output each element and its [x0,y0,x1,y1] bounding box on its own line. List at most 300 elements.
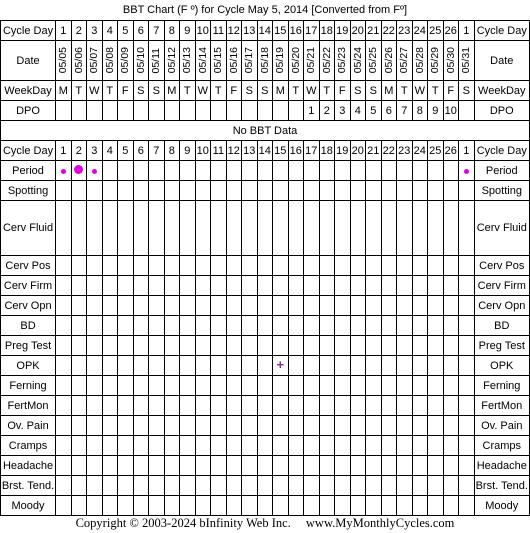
cerv-firm-cell[interactable] [180,276,196,296]
cerv-firm-cell[interactable] [319,276,335,296]
fertmon-cell[interactable] [335,396,351,416]
site-link[interactable]: www.MyMonthlyCycles.com [305,516,455,530]
cerv-firm-cell[interactable] [381,276,397,296]
cerv-fluid-cell[interactable] [149,201,165,256]
cerv-fluid-cell[interactable] [102,201,118,256]
period-cell[interactable] [118,161,134,181]
bd-cell[interactable] [366,316,382,336]
cramps-cell[interactable] [242,436,258,456]
opk-cell[interactable] [118,356,134,376]
cerv-pos-cell[interactable] [304,256,320,276]
period-cell[interactable] [412,161,428,181]
headache-cell[interactable] [428,456,444,476]
cramps-cell[interactable] [164,436,180,456]
opk-cell[interactable] [443,356,459,376]
brst-tend-cell[interactable] [180,476,196,496]
cerv-pos-cell[interactable] [381,256,397,276]
ov-pain-cell[interactable] [443,416,459,436]
preg-test-cell[interactable] [273,336,289,356]
spotting-cell[interactable] [459,181,475,201]
period-cell[interactable] [149,161,165,181]
bd-cell[interactable] [397,316,413,336]
ov-pain-cell[interactable] [164,416,180,436]
ferning-cell[interactable] [87,376,103,396]
cramps-cell[interactable] [133,436,149,456]
fertmon-cell[interactable] [195,396,211,416]
period-cell[interactable] [87,161,103,181]
headache-cell[interactable] [288,456,304,476]
cerv-pos-cell[interactable] [87,256,103,276]
preg-test-cell[interactable] [133,336,149,356]
brst-tend-cell[interactable] [412,476,428,496]
preg-test-cell[interactable] [118,336,134,356]
cerv-opn-cell[interactable] [118,296,134,316]
headache-cell[interactable] [164,456,180,476]
ferning-cell[interactable] [118,376,134,396]
headache-cell[interactable] [459,456,475,476]
headache-cell[interactable] [87,456,103,476]
cramps-cell[interactable] [350,436,366,456]
bd-cell[interactable] [71,316,87,336]
fertmon-cell[interactable] [226,396,242,416]
period-cell[interactable] [56,161,72,181]
ferning-cell[interactable] [180,376,196,396]
spotting-cell[interactable] [133,181,149,201]
cerv-firm-cell[interactable] [397,276,413,296]
opk-cell[interactable] [459,356,475,376]
fertmon-cell[interactable] [428,396,444,416]
cerv-pos-cell[interactable] [118,256,134,276]
bd-cell[interactable] [226,316,242,336]
opk-cell[interactable] [164,356,180,376]
headache-cell[interactable] [366,456,382,476]
cramps-cell[interactable] [304,436,320,456]
spotting-cell[interactable] [381,181,397,201]
headache-cell[interactable] [133,456,149,476]
cramps-cell[interactable] [71,436,87,456]
brst-tend-cell[interactable] [87,476,103,496]
cerv-pos-cell[interactable] [242,256,258,276]
spotting-cell[interactable] [71,181,87,201]
period-cell[interactable] [397,161,413,181]
opk-cell[interactable] [350,356,366,376]
fertmon-cell[interactable] [133,396,149,416]
cramps-cell[interactable] [257,436,273,456]
period-cell[interactable] [335,161,351,181]
headache-cell[interactable] [257,456,273,476]
cerv-opn-cell[interactable] [180,296,196,316]
fertmon-cell[interactable] [56,396,72,416]
preg-test-cell[interactable] [180,336,196,356]
period-cell[interactable] [180,161,196,181]
cerv-pos-cell[interactable] [164,256,180,276]
cramps-cell[interactable] [443,436,459,456]
brst-tend-cell[interactable] [288,476,304,496]
brst-tend-cell[interactable] [319,476,335,496]
cerv-pos-cell[interactable] [319,256,335,276]
spotting-cell[interactable] [350,181,366,201]
brst-tend-cell[interactable] [211,476,227,496]
bd-cell[interactable] [164,316,180,336]
cerv-opn-cell[interactable] [288,296,304,316]
fertmon-cell[interactable] [443,396,459,416]
cerv-opn-cell[interactable] [133,296,149,316]
bd-cell[interactable] [118,316,134,336]
ov-pain-cell[interactable] [381,416,397,436]
cerv-firm-cell[interactable] [133,276,149,296]
period-cell[interactable] [164,161,180,181]
headache-cell[interactable] [242,456,258,476]
cerv-firm-cell[interactable] [335,276,351,296]
cerv-fluid-cell[interactable] [211,201,227,256]
cerv-firm-cell[interactable] [102,276,118,296]
cerv-opn-cell[interactable] [56,296,72,316]
cerv-pos-cell[interactable] [288,256,304,276]
preg-test-cell[interactable] [149,336,165,356]
ov-pain-cell[interactable] [118,416,134,436]
ferning-cell[interactable] [412,376,428,396]
spotting-cell[interactable] [257,181,273,201]
ferning-cell[interactable] [381,376,397,396]
bd-cell[interactable] [319,316,335,336]
bd-cell[interactable] [133,316,149,336]
cerv-fluid-cell[interactable] [412,201,428,256]
cerv-firm-cell[interactable] [443,276,459,296]
cerv-opn-cell[interactable] [149,296,165,316]
cerv-firm-cell[interactable] [288,276,304,296]
ov-pain-cell[interactable] [366,416,382,436]
ferning-cell[interactable] [428,376,444,396]
bd-cell[interactable] [242,316,258,336]
cerv-fluid-cell[interactable] [443,201,459,256]
brst-tend-cell[interactable] [366,476,382,496]
cerv-opn-cell[interactable] [366,296,382,316]
brst-tend-cell[interactable] [195,476,211,496]
fertmon-cell[interactable] [350,396,366,416]
fertmon-cell[interactable] [257,396,273,416]
headache-cell[interactable] [350,456,366,476]
cramps-cell[interactable] [288,436,304,456]
period-cell[interactable] [381,161,397,181]
ov-pain-cell[interactable] [180,416,196,436]
cerv-pos-cell[interactable] [102,256,118,276]
cerv-pos-cell[interactable] [195,256,211,276]
cerv-opn-cell[interactable] [226,296,242,316]
opk-cell[interactable] [319,356,335,376]
cerv-firm-cell[interactable] [71,276,87,296]
headache-cell[interactable] [397,456,413,476]
period-cell[interactable] [319,161,335,181]
preg-test-cell[interactable] [397,336,413,356]
fertmon-cell[interactable] [71,396,87,416]
cerv-pos-cell[interactable] [443,256,459,276]
preg-test-cell[interactable] [304,336,320,356]
cerv-fluid-cell[interactable] [118,201,134,256]
preg-test-cell[interactable] [288,336,304,356]
brst-tend-cell[interactable] [381,476,397,496]
cerv-pos-cell[interactable] [459,256,475,276]
fertmon-cell[interactable] [211,396,227,416]
period-cell[interactable] [195,161,211,181]
brst-tend-cell[interactable] [257,476,273,496]
brst-tend-cell[interactable] [149,476,165,496]
ferning-cell[interactable] [273,376,289,396]
cerv-firm-cell[interactable] [459,276,475,296]
spotting-cell[interactable] [319,181,335,201]
preg-test-cell[interactable] [56,336,72,356]
fertmon-cell[interactable] [149,396,165,416]
preg-test-cell[interactable] [443,336,459,356]
cerv-opn-cell[interactable] [304,296,320,316]
spotting-cell[interactable] [428,181,444,201]
preg-test-cell[interactable] [71,336,87,356]
cerv-firm-cell[interactable] [164,276,180,296]
ov-pain-cell[interactable] [242,416,258,436]
fertmon-cell[interactable] [366,396,382,416]
opk-cell[interactable] [133,356,149,376]
headache-cell[interactable] [273,456,289,476]
cerv-firm-cell[interactable] [257,276,273,296]
preg-test-cell[interactable] [164,336,180,356]
cerv-pos-cell[interactable] [56,256,72,276]
fertmon-cell[interactable] [102,396,118,416]
cerv-opn-cell[interactable] [87,296,103,316]
spotting-cell[interactable] [118,181,134,201]
headache-cell[interactable] [319,456,335,476]
cerv-fluid-cell[interactable] [428,201,444,256]
period-cell[interactable] [133,161,149,181]
period-cell[interactable] [428,161,444,181]
fertmon-cell[interactable] [273,396,289,416]
period-cell[interactable] [226,161,242,181]
cramps-cell[interactable] [397,436,413,456]
headache-cell[interactable] [381,456,397,476]
period-cell[interactable] [304,161,320,181]
brst-tend-cell[interactable] [350,476,366,496]
spotting-cell[interactable] [443,181,459,201]
headache-cell[interactable] [195,456,211,476]
preg-test-cell[interactable] [381,336,397,356]
ov-pain-cell[interactable] [257,416,273,436]
ferning-cell[interactable] [288,376,304,396]
cerv-opn-cell[interactable] [335,296,351,316]
bd-cell[interactable] [87,316,103,336]
spotting-cell[interactable] [195,181,211,201]
cerv-firm-cell[interactable] [211,276,227,296]
preg-test-cell[interactable] [87,336,103,356]
cerv-fluid-cell[interactable] [164,201,180,256]
ov-pain-cell[interactable] [226,416,242,436]
bd-cell[interactable] [180,316,196,336]
spotting-cell[interactable] [366,181,382,201]
cerv-fluid-cell[interactable] [56,201,72,256]
brst-tend-cell[interactable] [56,476,72,496]
preg-test-cell[interactable] [412,336,428,356]
spotting-cell[interactable] [335,181,351,201]
preg-test-cell[interactable] [211,336,227,356]
ferning-cell[interactable] [397,376,413,396]
headache-cell[interactable] [180,456,196,476]
cerv-fluid-cell[interactable] [226,201,242,256]
cerv-firm-cell[interactable] [149,276,165,296]
brst-tend-cell[interactable] [226,476,242,496]
bd-cell[interactable] [381,316,397,336]
cerv-fluid-cell[interactable] [288,201,304,256]
opk-cell[interactable] [381,356,397,376]
ov-pain-cell[interactable] [428,416,444,436]
fertmon-cell[interactable] [164,396,180,416]
headache-cell[interactable] [118,456,134,476]
ov-pain-cell[interactable] [195,416,211,436]
opk-cell[interactable] [195,356,211,376]
opk-cell[interactable] [257,356,273,376]
opk-cell[interactable] [304,356,320,376]
headache-cell[interactable] [71,456,87,476]
ferning-cell[interactable] [195,376,211,396]
ov-pain-cell[interactable] [149,416,165,436]
period-cell[interactable] [71,161,87,181]
cerv-opn-cell[interactable] [443,296,459,316]
cramps-cell[interactable] [56,436,72,456]
brst-tend-cell[interactable] [164,476,180,496]
fertmon-cell[interactable] [397,396,413,416]
ferning-cell[interactable] [350,376,366,396]
cerv-fluid-cell[interactable] [71,201,87,256]
cerv-fluid-cell[interactable] [87,201,103,256]
cerv-firm-cell[interactable] [304,276,320,296]
cerv-fluid-cell[interactable] [381,201,397,256]
ferning-cell[interactable] [71,376,87,396]
brst-tend-cell[interactable] [443,476,459,496]
preg-test-cell[interactable] [242,336,258,356]
headache-cell[interactable] [443,456,459,476]
cramps-cell[interactable] [149,436,165,456]
opk-cell[interactable] [428,356,444,376]
ov-pain-cell[interactable] [71,416,87,436]
ferning-cell[interactable] [242,376,258,396]
brst-tend-cell[interactable] [133,476,149,496]
cerv-firm-cell[interactable] [428,276,444,296]
cramps-cell[interactable] [412,436,428,456]
brst-tend-cell[interactable] [335,476,351,496]
headache-cell[interactable] [102,456,118,476]
cramps-cell[interactable] [366,436,382,456]
cerv-pos-cell[interactable] [133,256,149,276]
preg-test-cell[interactable] [459,336,475,356]
cramps-cell[interactable] [226,436,242,456]
cramps-cell[interactable] [180,436,196,456]
ov-pain-cell[interactable] [397,416,413,436]
cramps-cell[interactable] [459,436,475,456]
opk-cell[interactable] [226,356,242,376]
spotting-cell[interactable] [56,181,72,201]
cerv-opn-cell[interactable] [273,296,289,316]
preg-test-cell[interactable] [366,336,382,356]
cramps-cell[interactable] [118,436,134,456]
ov-pain-cell[interactable] [273,416,289,436]
cerv-firm-cell[interactable] [412,276,428,296]
cerv-firm-cell[interactable] [226,276,242,296]
ov-pain-cell[interactable] [288,416,304,436]
cerv-opn-cell[interactable] [350,296,366,316]
cerv-pos-cell[interactable] [428,256,444,276]
headache-cell[interactable] [149,456,165,476]
bd-cell[interactable] [428,316,444,336]
preg-test-cell[interactable] [195,336,211,356]
cramps-cell[interactable] [428,436,444,456]
brst-tend-cell[interactable] [273,476,289,496]
cramps-cell[interactable] [195,436,211,456]
cerv-firm-cell[interactable] [56,276,72,296]
cerv-firm-cell[interactable] [242,276,258,296]
headache-cell[interactable] [335,456,351,476]
bd-cell[interactable] [195,316,211,336]
cerv-fluid-cell[interactable] [350,201,366,256]
cerv-opn-cell[interactable] [195,296,211,316]
cerv-fluid-cell[interactable] [366,201,382,256]
spotting-cell[interactable] [102,181,118,201]
fertmon-cell[interactable] [304,396,320,416]
spotting-cell[interactable] [273,181,289,201]
cerv-firm-cell[interactable] [273,276,289,296]
opk-cell[interactable] [412,356,428,376]
ov-pain-cell[interactable] [412,416,428,436]
period-cell[interactable] [242,161,258,181]
bd-cell[interactable] [273,316,289,336]
bd-cell[interactable] [412,316,428,336]
ferning-cell[interactable] [56,376,72,396]
cerv-fluid-cell[interactable] [459,201,475,256]
headache-cell[interactable] [412,456,428,476]
ferning-cell[interactable] [226,376,242,396]
period-cell[interactable] [459,161,475,181]
cerv-pos-cell[interactable] [366,256,382,276]
bd-cell[interactable] [459,316,475,336]
ferning-cell[interactable] [257,376,273,396]
period-cell[interactable] [211,161,227,181]
opk-cell[interactable] [102,356,118,376]
fertmon-cell[interactable] [180,396,196,416]
opk-cell[interactable] [242,356,258,376]
cerv-opn-cell[interactable] [397,296,413,316]
fertmon-cell[interactable] [319,396,335,416]
headache-cell[interactable] [226,456,242,476]
spotting-cell[interactable] [226,181,242,201]
cerv-opn-cell[interactable] [381,296,397,316]
cerv-fluid-cell[interactable] [273,201,289,256]
fertmon-cell[interactable] [288,396,304,416]
cramps-cell[interactable] [87,436,103,456]
fertmon-cell[interactable] [118,396,134,416]
cerv-opn-cell[interactable] [71,296,87,316]
cerv-opn-cell[interactable] [164,296,180,316]
spotting-cell[interactable] [87,181,103,201]
cerv-firm-cell[interactable] [118,276,134,296]
ferning-cell[interactable] [366,376,382,396]
ov-pain-cell[interactable] [335,416,351,436]
ferning-cell[interactable] [319,376,335,396]
period-cell[interactable] [102,161,118,181]
ov-pain-cell[interactable] [133,416,149,436]
spotting-cell[interactable] [242,181,258,201]
cerv-fluid-cell[interactable] [335,201,351,256]
opk-cell[interactable] [71,356,87,376]
cramps-cell[interactable] [335,436,351,456]
brst-tend-cell[interactable] [102,476,118,496]
fertmon-cell[interactable] [381,396,397,416]
spotting-cell[interactable] [180,181,196,201]
headache-cell[interactable] [56,456,72,476]
